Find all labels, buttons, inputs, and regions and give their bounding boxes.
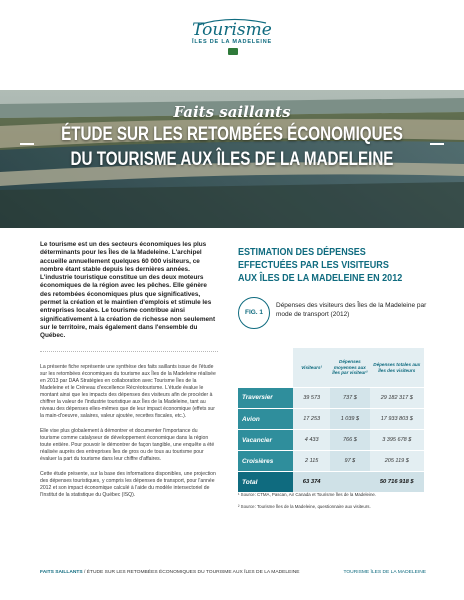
body-paragraph-1: La présente fiche représente une synthèse des faits saillants issue de l'étude sur les retombées économiques du tourisme aux Îles de la Madeleine réalisée en 2013 par DAA Stratégies en collaboration avec Tourisme Îles de la Madeleine et le Créneau d'excellence Récréotourisme. L'étude évalue le montant ainsi que les impacts des dépenses des visiteurs afin de procéder à chiffrer la valeur de l'industrie touristique aux Îles de la Madeleine, tant au niveau des dépenses elles-mêmes que de leur impact économique (effets sur la main-d'oeuvre, salaires, valeur ajoutée, recettes fiscales, etc.). [40,363,216,419]
figure-header [238,297,430,337]
footer-title [40,570,300,575]
column-header: Visiteurs¹ [293,348,330,388]
page-title-line-2: DU TOURISME AUX ÎLES DE LA MADELEINE [70,149,394,170]
footnote-2: ² Source: Tourisme Îles de la Madeleine, questionnaire aux visiteurs. [238,504,371,509]
column-header: Dépenses moyennes aux Îles par visiteur² [330,348,369,388]
page-footer [40,570,426,578]
spending-table [238,348,424,492]
table-cell: 17 253 [293,409,330,430]
figure-badge: FIG. 1 [238,297,270,329]
table-row [238,430,424,451]
column-header: Dépenses totales aux Îles des visiteurs [370,348,425,388]
hero-kicker: Faits saillants [173,103,291,121]
logo-subtitle: ÎLES DE LA MADELEINE [192,39,272,45]
page-title-line-1: ÉTUDE SUR LES RETOMBÉES ÉCONOMIQUES [61,124,403,145]
intro-lead-paragraph: Le tourisme est un des secteurs économiques les plus déterminants pour les Îles de la Madeleine. L'archipel accueille annuellement quelques 60 000 visiteurs, ce nombre étant stable depuis les dernières années. L'industrie touristique constitue un des deux moteurs économiques de la région avec les pêches. Elle génère des retombées économiques plus que significatives, permet la création et le maintien d'emplois et stimule les entreprises locales. Le tourisme contribue ainsi significativement à la création de richesse non seulement sur le territoire, mais également dans l'ensemble du Québec. [40,241,216,340]
table-total-row [238,472,424,493]
table-cell: 39 573 [293,388,330,409]
table-cell: 17 933 803 $ [370,409,425,430]
row-label: Croisières [238,451,293,472]
section-title: ESTIMATION DES DÉPENSES EFFECTUÉES PAR LES VISITEURS AUX ÎLES DE LA MADELEINE EN 2012 [238,246,403,284]
table-corner [238,348,293,388]
footer-title-bold: FAITS SAILLANTS [40,570,83,575]
estimation-column [238,246,430,337]
figure-caption: Dépenses des visiteurs des Îles de la Madeleine par mode de transport (2012) [276,302,427,318]
total-label: Total [238,472,293,493]
table-cell: 1 039 $ [330,409,369,430]
table-cell: 737 $ [330,388,369,409]
body-paragraph-3: Cette étude présente, sur la base des informations disponibles, une projection des dépenses touristiques, y compris les dépenses de transport, pour l'année 2012 et son impact économique calculé à l'aide du modèle intersectoriel de l'Institut de la statistique du Québec (ISQ). [40,470,216,498]
intro-column [40,241,218,507]
row-label: Avion [238,409,293,430]
logo-wordmark: Tourisme [192,20,272,40]
tourisme-logo [0,0,464,90]
total-average [330,472,369,493]
table-header-row [238,348,424,388]
table-cell: 29 182 317 $ [370,388,425,409]
total-visitors: 63 374 [293,472,330,493]
table-cell: 3 395 678 $ [370,430,425,451]
divider [40,351,218,352]
table-notes [238,491,428,515]
table-row [238,451,424,472]
title-dash-right [430,143,444,145]
body-paragraph-2: Elle vise plus globalement à démontrer et documenter l'importance du tourisme comme catalyseur de développement économique dans la région toute entière. Pour pouvoir le démontrer de façon tangible, une enquête a été réalisée auprès des entreprises Îles de gros ou de tous au tourisme pour évaluer la part du tourisme dans leur chiffre d'affaires. [40,427,215,462]
logo-mini-icon [228,48,238,55]
table-cell: 4 433 [293,430,330,451]
row-label: Traversier [238,388,293,409]
title-dash-left [20,143,34,145]
table-cell: 2 115 [293,451,330,472]
table-row [238,409,424,430]
table-cell: 205 119 $ [370,451,425,472]
table-cell: 97 $ [330,451,369,472]
footer-title-rest: / ÉTUDE SUR LES RETOMBÉES ÉCONOMIQUES DU TOURISME AUX ÎLES DE LA MADELEINE [82,570,300,575]
total-spending: 50 716 918 $ [370,472,425,493]
footnote-1: ¹ Source: CTMA, Pascan, Air Canada et Tourisme Îles de la Madeleine. [238,492,377,497]
footer-brand: TOURISME ÎLES DE LA MADELEINE [343,570,426,575]
table-cell: 766 $ [330,430,369,451]
table-row [238,388,424,409]
row-label: Vacancier [238,430,293,451]
